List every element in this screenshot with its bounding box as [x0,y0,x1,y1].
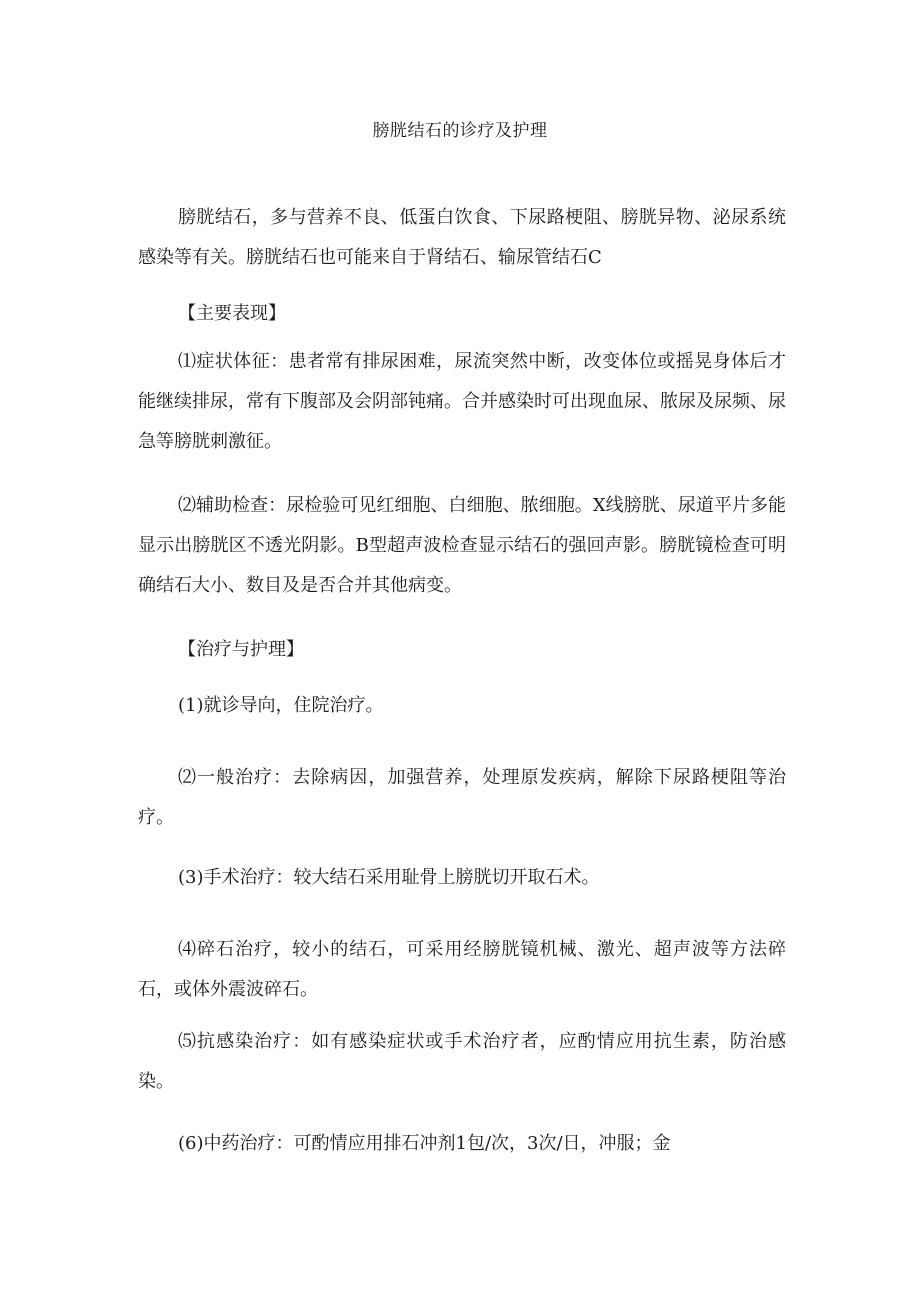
paragraph-treatment-5: ⑸抗感染治疗：如有感染症状或手术治疗者，应酌情应用抗生素，防治感染。 [138,1031,786,1092]
paragraph-treatment-2: ⑵一般治疗：去除病因，加强营养，处理原发疾病，解除下尿路梗阻等治疗。 [138,767,786,828]
paragraph-treatment-6: (6)中药治疗：可酌情应用排石冲剂1包/次，3次/日，冲服；金 [178,1133,671,1154]
section-heading-treatment: 【治疗与护理】 [178,639,304,660]
paragraph-exam: ⑵辅助检查：尿检验可见红细胞、白细胞、脓细胞。X线膀胱、尿道平片多能显示出膀胱区不透光阴影。B型超声波检查显示结石的强回声影。膀胱镜检查可明确结石大小、数目及是否合并其他病变。 [138,495,786,596]
document-title: 膀胱结石的诊疗及护理 [372,121,548,141]
paragraph-treatment-3: (3)手术治疗：较大结石采用耻骨上膀胱切开取石术。 [178,867,600,888]
intro-paragraph: 膀胱结石，多与营养不良、低蛋白饮食、下尿路梗阻、膀胱异物、泌尿系统感染等有关。膀胱结石也可能来自于肾结石、输尿管结石C [138,207,786,268]
paragraph-treatment-1: (1)就诊导向，住院治疗。 [178,695,384,716]
paragraph-symptoms: ⑴症状体征：患者常有排尿困难，尿流突然中断，改变体位或摇晃身体后才能继续排尿，常有下腹部及会阴部钝痛。合并感染时可出现血尿、脓尿及尿频、尿急等膀胱刺激征。 [138,351,786,452]
paragraph-treatment-4: ⑷碎石治疗，较小的结石，可采用经膀胱镜机械、激光、超声波等方法碎石，或体外震波碎石。 [138,939,786,1000]
section-heading-main: 【主要表现】 [178,303,286,324]
